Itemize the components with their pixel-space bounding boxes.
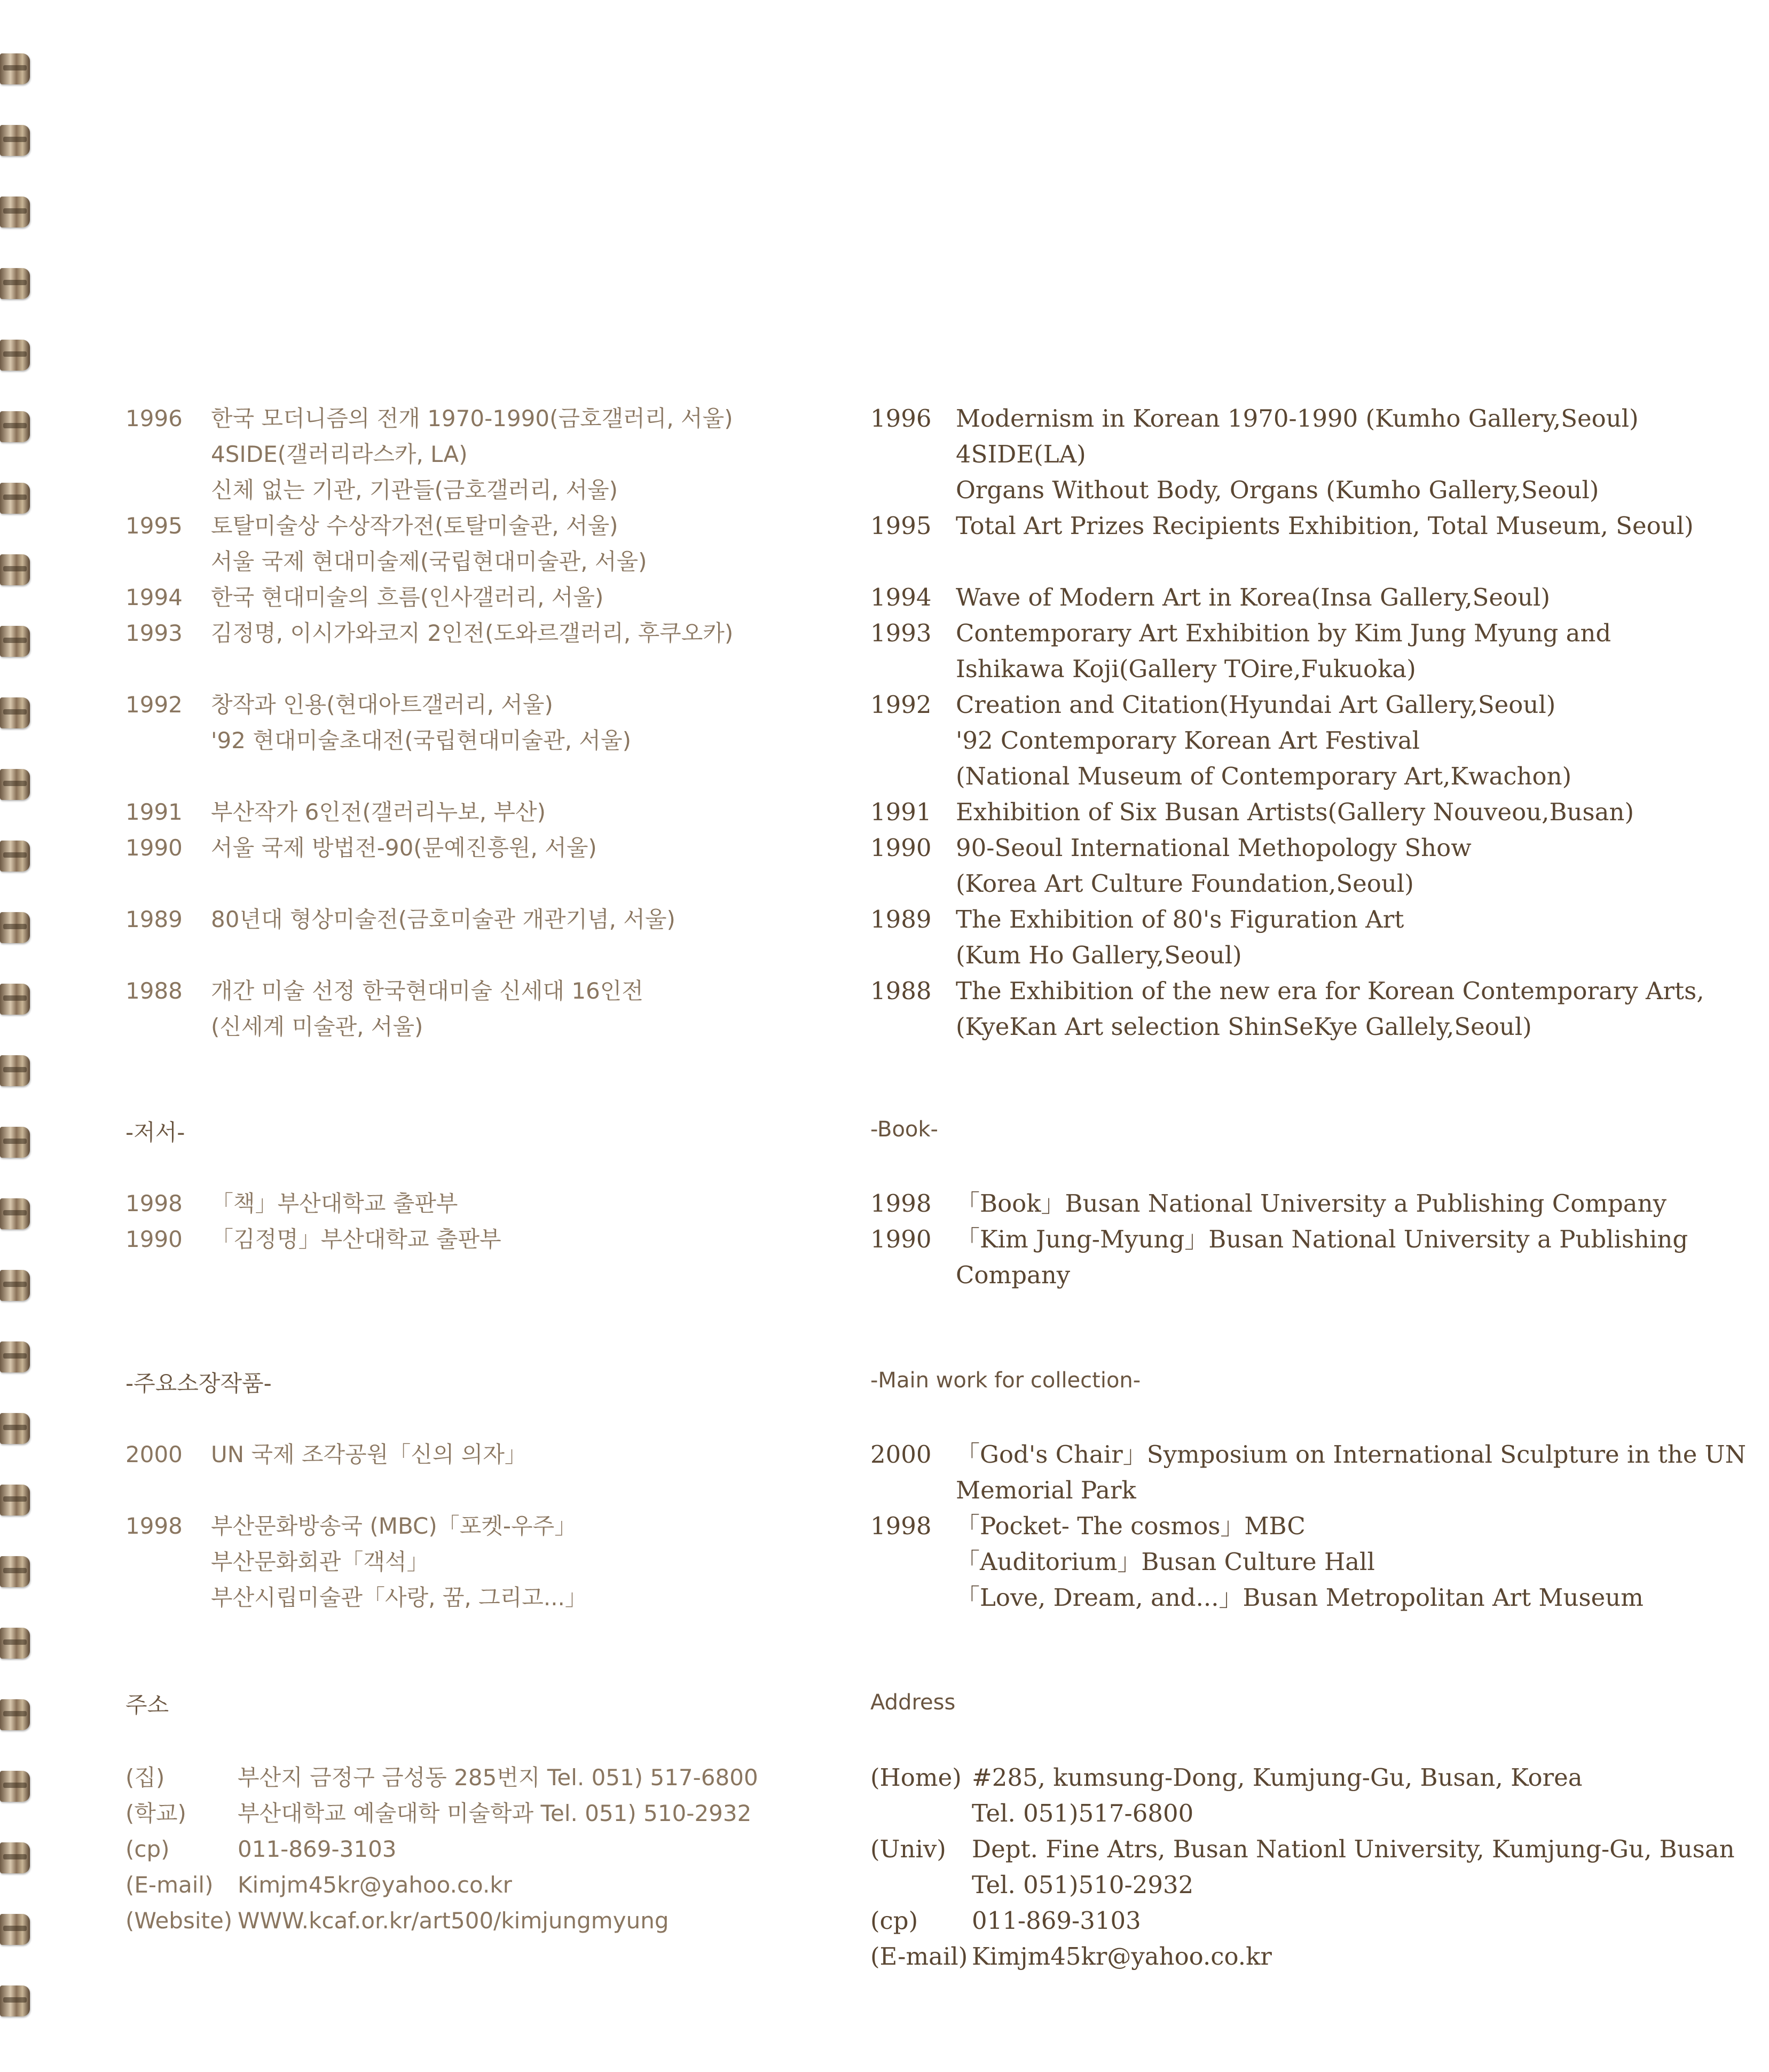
kr-address-website <box>125 1903 669 1938</box>
en-exhibition-year: 1990 <box>870 834 932 862</box>
en-address-univ <box>870 1831 1735 1903</box>
binding-ring <box>0 697 30 728</box>
en-line: 「Auditorium」Busan Culture Hall <box>956 1548 1375 1576</box>
kr-address-cp <box>125 1831 397 1867</box>
kr-exhibition-year: 1993 <box>125 620 183 646</box>
kr-book-1990 <box>125 1221 501 1257</box>
en-exhibition-text: Wave of Modern Art in Korea(Insa Gallery,Seoul) <box>956 583 1551 611</box>
en-book-text: 「Book」Busan National University a Publishing Company <box>956 1189 1666 1218</box>
kr-exhibition-1988 <box>125 973 643 1045</box>
binding-ring <box>0 1270 30 1301</box>
en-line: Memorial Park <box>956 1476 1136 1504</box>
kr-exhibition-text <box>211 794 546 830</box>
kr-collection-heading: -주요소장작품- <box>125 1370 272 1396</box>
en-exhibition-year: 1994 <box>870 583 932 611</box>
en-exhibition-1990 <box>870 830 1472 901</box>
kr-address-value: 011-869-3103 <box>238 1836 397 1862</box>
en-exhibition-text <box>956 401 1639 508</box>
binding-ring <box>0 125 30 156</box>
kr-address-label: (학교) <box>125 1800 186 1826</box>
spiral-binding <box>0 53 37 2061</box>
en-address-home <box>870 1760 1583 1831</box>
kr-line: 4SIDE(갤러리라스카, LA) <box>211 441 468 467</box>
kr-exhibition-text <box>211 901 675 937</box>
en-exhibition-year: 1993 <box>870 619 932 647</box>
en-line: 「Pocket- The cosmos」MBC <box>956 1512 1306 1540</box>
en-line: 90-Seoul International Methopology Show <box>956 834 1472 862</box>
en-line: '92 Contemporary Korean Art Festival <box>956 726 1420 755</box>
en-exhibition-1989 <box>870 901 1404 973</box>
en-line: Tel. 051)510-2932 <box>972 1871 1194 1899</box>
en-address-label: (Univ) <box>870 1835 946 1863</box>
en-line: 「God's Chair」Symposium on International Sculpture in the UN <box>956 1440 1746 1469</box>
en-exhibition-1996 <box>870 401 1639 508</box>
binding-ring <box>0 626 30 657</box>
en-collection-year: 1998 <box>870 1512 932 1540</box>
kr-collection-text: UN 국제 조각공원「신의 의자」 <box>211 1441 527 1467</box>
kr-address-home <box>125 1760 758 1795</box>
en-address-value: Kimjm45kr@yahoo.co.kr <box>972 1942 1272 1971</box>
kr-exhibition-text <box>211 401 733 508</box>
kr-exhibition-text <box>211 830 597 866</box>
kr-line: 신체 없는 기관, 기관들(금호갤러리, 서울) <box>211 477 618 503</box>
en-address-label: (Home) <box>870 1763 962 1792</box>
kr-address-school <box>125 1795 751 1831</box>
binding-ring <box>0 197 30 227</box>
kr-book-text: 「김정명」부산대학교 출판부 <box>211 1226 501 1252</box>
en-address-value: 011-869-3103 <box>972 1906 1141 1935</box>
en-book-year: 1998 <box>870 1189 932 1218</box>
en-book-year: 1990 <box>870 1225 932 1253</box>
kr-address-value: WWW.kcaf.or.kr/art500/kimjungmyung <box>238 1908 669 1934</box>
en-exhibition-year: 1991 <box>870 798 932 826</box>
en-address-label: (E-mail) <box>870 1942 968 1971</box>
binding-ring <box>0 1485 30 1516</box>
en-collection-year: 2000 <box>870 1440 932 1469</box>
en-collection-2000 <box>870 1437 1746 1508</box>
binding-ring <box>0 1985 30 2016</box>
en-line: Ishikawa Koji(Gallery TOire,Fukuoka) <box>956 655 1416 683</box>
kr-exhibition-1989 <box>125 901 675 937</box>
en-line: (National Museum of Contemporary Art,Kwachon) <box>956 762 1572 790</box>
kr-exhibition-text <box>211 615 733 651</box>
en-exhibition-1991 <box>870 794 1634 830</box>
kr-line: 서울 국제 현대미술제(국립현대미술관, 서울) <box>211 548 647 575</box>
kr-address-label: (집) <box>125 1764 165 1791</box>
en-book-1990 <box>870 1221 1688 1293</box>
binding-ring <box>0 1413 30 1444</box>
binding-ring <box>0 1699 30 1730</box>
kr-line: (신세계 미술관, 서울) <box>211 1014 423 1040</box>
binding-ring <box>0 1556 30 1587</box>
kr-collection-2000 <box>125 1437 527 1472</box>
en-address-cp <box>870 1903 1141 1938</box>
kr-line: 부산작가 6인전(갤러리누보, 부산) <box>211 799 546 825</box>
kr-address-label: (cp) <box>125 1836 170 1862</box>
kr-book-heading: -저서- <box>125 1119 185 1145</box>
en-line: The Exhibition of the new era for Korean Contemporary Arts, <box>956 977 1704 1005</box>
binding-ring <box>0 912 30 943</box>
kr-line: 부산시립미술관「사랑, 꿈, 그리고...」 <box>211 1584 587 1611</box>
binding-ring <box>0 1842 30 1873</box>
binding-ring <box>0 411 30 442</box>
kr-line: 부산문화회관「객석」 <box>211 1549 429 1575</box>
en-line: Dept. Fine Atrs, Busan Nationl University, Kumjung-Gu, Busan <box>972 1835 1735 1863</box>
kr-exhibition-year: 1994 <box>125 584 183 610</box>
binding-ring <box>0 1055 30 1086</box>
kr-address-value: 부산지 금정구 금성동 285번지 Tel. 051) 517-6800 <box>238 1764 758 1791</box>
kr-exhibition-1990 <box>125 830 597 866</box>
kr-line: 김정명, 이시가와코지 2인전(도와르갤러리, 후쿠오카) <box>211 620 734 646</box>
kr-exhibition-1995 <box>125 508 647 579</box>
en-line: Modernism in Korean 1970-1990 (Kumho Gallery,Seoul) <box>956 404 1639 433</box>
binding-ring <box>0 53 30 84</box>
en-exhibition-year: 1996 <box>870 404 932 433</box>
en-address-value <box>972 1831 1735 1903</box>
kr-line: 한국 현대미술의 흐름(인사갤러리, 서울) <box>211 584 604 610</box>
kr-exhibition-1992 <box>125 687 631 758</box>
binding-ring <box>0 1628 30 1659</box>
kr-book-year: 1998 <box>125 1190 183 1216</box>
kr-exhibition-year: 1992 <box>125 692 183 718</box>
en-line: The Exhibition of 80's Figuration Art <box>956 905 1404 933</box>
binding-ring <box>0 340 30 371</box>
kr-line: 창작과 인용(현대아트갤러리, 서울) <box>211 692 553 718</box>
en-exhibition-text <box>956 615 1611 687</box>
binding-ring <box>0 1198 30 1229</box>
en-collection-heading: -Main work for collection- <box>870 1368 1141 1393</box>
en-line: 「Love, Dream, and...」Busan Metropolitan Art Museum <box>956 1583 1644 1612</box>
kr-line: 부산문화방송국 (MBC)「포켓-우주」 <box>211 1513 577 1539</box>
kr-exhibition-text <box>211 973 643 1045</box>
kr-book-1998 <box>125 1186 458 1221</box>
kr-address-label: (Website) <box>125 1908 233 1934</box>
kr-exhibition-year: 1996 <box>125 405 183 431</box>
en-exhibition-year: 1988 <box>870 977 932 1005</box>
en-line: Organs Without Body, Organs (Kumho Gallery,Seoul) <box>956 476 1599 504</box>
en-address-value <box>972 1760 1583 1831</box>
en-address-label: (cp) <box>870 1906 918 1935</box>
en-book-heading: -Book- <box>870 1117 938 1142</box>
kr-exhibition-year: 1995 <box>125 513 183 539</box>
en-address-heading: Address <box>870 1690 956 1715</box>
kr-exhibition-year: 1990 <box>125 835 183 861</box>
en-exhibition-text <box>956 973 1704 1045</box>
en-line: (Korea Art Culture Foundation,Seoul) <box>956 869 1414 898</box>
en-line: Company <box>956 1261 1071 1289</box>
en-exhibition-1992 <box>870 687 1571 794</box>
en-exhibition-1995 <box>870 508 1694 544</box>
en-line: Contemporary Art Exhibition by Kim Jung Myung and <box>956 619 1611 647</box>
binding-ring <box>0 1341 30 1372</box>
kr-address-value: 부산대학교 예술대학 미술학과 Tel. 051) 510-2932 <box>238 1800 752 1826</box>
binding-ring <box>0 554 30 585</box>
binding-ring <box>0 769 30 800</box>
kr-address-label: (E-mail) <box>125 1872 214 1898</box>
binding-ring <box>0 483 30 514</box>
kr-exhibition-1991 <box>125 794 546 830</box>
kr-exhibition-text <box>211 579 603 615</box>
kr-line: 80년대 형상미술전(금호미술관 개관기념, 서울) <box>211 906 675 932</box>
kr-collection-text <box>211 1508 587 1615</box>
en-exhibition-text: Exhibition of Six Busan Artists(Gallery Nouveou,Busan) <box>956 798 1634 826</box>
en-exhibition-text <box>956 901 1404 973</box>
kr-exhibition-1996 <box>125 401 733 508</box>
binding-ring <box>0 984 30 1015</box>
binding-ring <box>0 1127 30 1158</box>
kr-line: '92 현대미술초대전(국립현대미술관, 서울) <box>211 727 631 754</box>
kr-line: 토탈미술상 수상작가전(토탈미술관, 서울) <box>211 513 618 539</box>
en-line: 「Kim Jung-Myung」Busan National University a Publishing <box>956 1225 1688 1253</box>
en-exhibition-text <box>956 830 1472 901</box>
en-exhibition-text: Total Art Prizes Recipients Exhibition, Total Museum, Seoul) <box>956 512 1694 540</box>
en-exhibition-year: 1989 <box>870 905 932 933</box>
en-book-text <box>956 1221 1688 1293</box>
en-address-email <box>870 1938 1272 1974</box>
binding-ring <box>0 268 30 299</box>
en-line: Tel. 051)517-6800 <box>972 1799 1194 1827</box>
en-exhibition-text <box>956 687 1571 794</box>
en-line: #285, kumsung-Dong, Kumjung-Gu, Busan, Korea <box>972 1763 1583 1792</box>
binding-ring <box>0 841 30 872</box>
kr-exhibition-year: 1988 <box>125 978 183 1004</box>
kr-exhibition-text <box>211 508 647 579</box>
en-line: 4SIDE(LA) <box>956 440 1086 468</box>
en-line: Creation and Citation(Hyundai Art Gallery,Seoul) <box>956 690 1556 719</box>
en-collection-1998 <box>870 1508 1644 1615</box>
kr-exhibition-text <box>211 687 631 758</box>
binding-ring <box>0 1771 30 1802</box>
kr-book-year: 1990 <box>125 1226 183 1252</box>
kr-collection-year: 2000 <box>125 1441 183 1467</box>
kr-collection-1998 <box>125 1508 587 1615</box>
binding-ring <box>0 1914 30 1945</box>
kr-line: 한국 모더니즘의 전개 1970-1990(금호갤러리, 서울) <box>211 405 733 431</box>
en-exhibition-1993 <box>870 615 1611 687</box>
en-exhibition-1988 <box>870 973 1704 1045</box>
kr-exhibition-1993 <box>125 615 733 651</box>
en-exhibition-1994 <box>870 579 1550 615</box>
en-line: (Kum Ho Gallery,Seoul) <box>956 941 1242 969</box>
en-line: (KyeKan Art selection ShinSeKye Gallely,Seoul) <box>956 1013 1532 1041</box>
kr-exhibition-1994 <box>125 579 603 615</box>
kr-exhibition-year: 1989 <box>125 906 183 932</box>
kr-book-text: 「책」부산대학교 출판부 <box>211 1190 458 1216</box>
kr-address-heading: 주소 <box>125 1692 169 1718</box>
kr-collection-year: 1998 <box>125 1513 183 1539</box>
kr-address-email <box>125 1867 512 1903</box>
kr-address-value: Kimjm45kr@yahoo.co.kr <box>238 1872 512 1898</box>
kr-line: 서울 국제 방법전-90(문예진흥원, 서울) <box>211 835 597 861</box>
en-collection-text <box>956 1437 1746 1508</box>
en-exhibition-year: 1995 <box>870 512 932 540</box>
en-collection-text <box>956 1508 1644 1615</box>
kr-exhibition-year: 1991 <box>125 799 183 825</box>
en-exhibition-year: 1992 <box>870 690 932 719</box>
kr-line: 개간 미술 선정 한국현대미술 신세대 16인전 <box>211 978 643 1004</box>
en-book-1998 <box>870 1186 1666 1221</box>
